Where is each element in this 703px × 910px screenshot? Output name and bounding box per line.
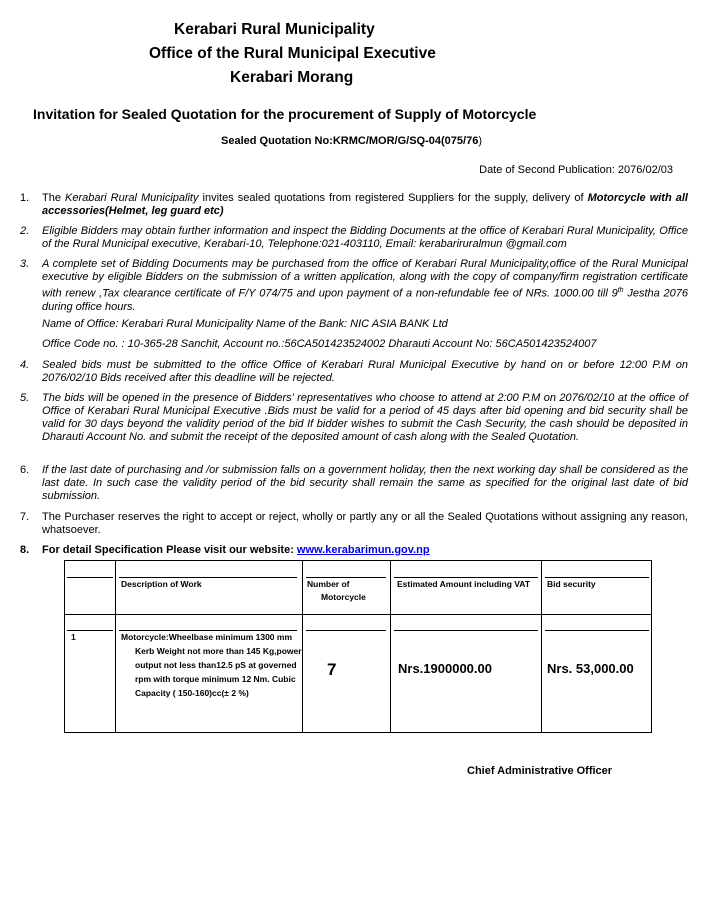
sealed-quotation-number — [221, 135, 482, 147]
item-text: The — [42, 192, 66, 204]
row-amount: Nrs.1900000.00 — [398, 661, 492, 676]
list-item — [20, 192, 688, 218]
header-description: Description of Work — [121, 579, 202, 589]
cell-rule — [394, 630, 538, 631]
publication-date: Date of Second Publication: 2076/02/03 — [479, 164, 673, 176]
row-desc-line4: rpm with torque minimum 12 Nm. Cubic — [135, 674, 296, 684]
bank-details: Name of Office: Kerabari Rural Municipality Name of the Bank: NIC ASIA BANK Ltd — [42, 318, 448, 330]
item-number: 4. — [20, 359, 30, 371]
row-desc-text-end: 2 %) — [228, 688, 249, 698]
item-text: The Purchaser reserves the right to accept or reject, wholly or partly any or all the Sealed Quotations without assigning any reason, whatsoever. — [42, 511, 688, 536]
table-divider — [390, 561, 391, 732]
list-item — [20, 392, 688, 444]
specification-table — [64, 560, 652, 733]
item-text-municipality: Kerabari Rural Municipality — [65, 192, 199, 204]
header-number-line2: Motorcycle — [321, 592, 366, 602]
item-text: If the last date of purchasing and /or submission falls on a government holiday, then the next working day shall be considered as the last date. In such case the validity period of the bid security shall remain the same as specified for the original last date of bid submission. — [42, 464, 688, 502]
list-item — [20, 359, 688, 385]
table-divider — [302, 561, 303, 732]
cell-rule — [545, 630, 649, 631]
sq-number-close: ) — [478, 135, 482, 147]
table-row-divider — [65, 614, 651, 615]
row-bid-security: Nrs. 53,000.00 — [547, 661, 634, 676]
item-text: For detail Specification Please visit our website: — [42, 544, 297, 556]
header-bid-security: Bid security — [547, 579, 596, 589]
row-desc-line3: output not less than12.5 pS at governed — [135, 660, 297, 670]
plus-minus-symbol: ± — [224, 688, 229, 698]
row-desc-text: Capacity ( 150-160)cc( — [135, 688, 225, 698]
item-number: 6. — [20, 464, 30, 476]
office-name: Office of the Rural Municipal Executive — [149, 45, 436, 62]
list-item — [20, 511, 688, 537]
item-number: 5. — [20, 392, 30, 404]
list-item — [20, 258, 688, 314]
item-text: invites sealed quotations from registered Suppliers for the supply, delivery of — [198, 192, 588, 204]
item-number: 3. — [20, 258, 30, 270]
municipality-name: Kerabari Rural Municipality — [174, 21, 375, 38]
cell-rule — [67, 577, 113, 578]
list-item — [20, 464, 688, 503]
item-number: 1. — [20, 192, 30, 204]
row-desc-line1: Motorcycle:Wheelbase minimum 1300 mm — [121, 632, 293, 642]
header-amount: Estimated Amount including VAT — [397, 579, 531, 589]
list-item — [20, 544, 688, 557]
signature-title: Chief Administrative Officer — [467, 765, 613, 777]
website-link[interactable]: www.kerabarimun.gov.np — [296, 544, 430, 556]
table-divider — [115, 561, 116, 732]
account-details: Office Code no. : 10-365-28 Sanchit, Account no.:56CA501423524002 Dharauti Account No: 56CA501423524007 — [42, 338, 597, 350]
item-text-motorcycle: Motorcycle with all accessories(Helmet, leg guard etc) — [42, 192, 688, 217]
item-text: The bids will be opened in the presence of Bidders' representatives who choose to attend at 2:00 P.M on 2076/02/10 at the office of Office of Kerabari Rural Municipal Executive .Bids must be valid for a period of 45 days after bid opening and bid security shall be valid for 30 days beyond the validity period of the bid If bidder wishes to submit the Cash Security, the cash should be deposited in Dharauti Account No. and submit the receipt of the deposited amount of cash along with the Sealed Quotation. — [42, 392, 688, 443]
item-text: A complete set of Bidding Documents may be purchased from the office of Kerabari Rural Municipality,office of the Rural Municipal executive by eligible Bidders on the submission of a written application, along with the copy of company/firm registration certificate with renew ,Tax clearance certificate of F/Y 074/75 and upon payment of a non-refundable fee of NRs. 1000.00 till 9 — [42, 258, 688, 300]
row-desc-line2: Kerb Weight not more than 145 Kg,power — [135, 646, 302, 656]
header-number-line1: Number of — [307, 579, 350, 589]
item-superscript: th — [617, 287, 624, 294]
table-divider — [541, 561, 542, 732]
office-location: Kerabari Morang — [230, 69, 354, 86]
row-quantity: 7 — [327, 660, 337, 679]
sq-number-text: Sealed Quotation No:KRMC/MOR/G/SQ-04(075/76 — [221, 135, 479, 147]
row-desc-line5 — [135, 687, 249, 700]
item-number: 2. — [20, 225, 30, 237]
row-serial: 1 — [71, 632, 76, 642]
item-number: 7. — [20, 511, 30, 523]
item-number: 8. — [20, 544, 30, 556]
item-text: Sealed bids must be submitted to the office Office of Kerabari Rural Municipal Executive by hand on or before 12:00 P.M on 2076/02/10 Bids received after this deadline will be rejected. — [42, 359, 688, 384]
notice-title: Invitation for Sealed Quotation for the procurement of Supply of Motorcycle — [33, 106, 537, 122]
item-text-end: Jestha 2076 during office hours. — [42, 287, 688, 313]
list-item — [20, 225, 688, 251]
cell-rule — [306, 630, 386, 631]
item-text: Eligible Bidders may obtain further information and inspect the Bidding Documents at the office of Kerabari Rural Municipality, Office of the Rural Municipal executive, Kerabari-10, Telephone:021-403110, Email: kerabariruralmun @gmail.com — [42, 225, 688, 250]
